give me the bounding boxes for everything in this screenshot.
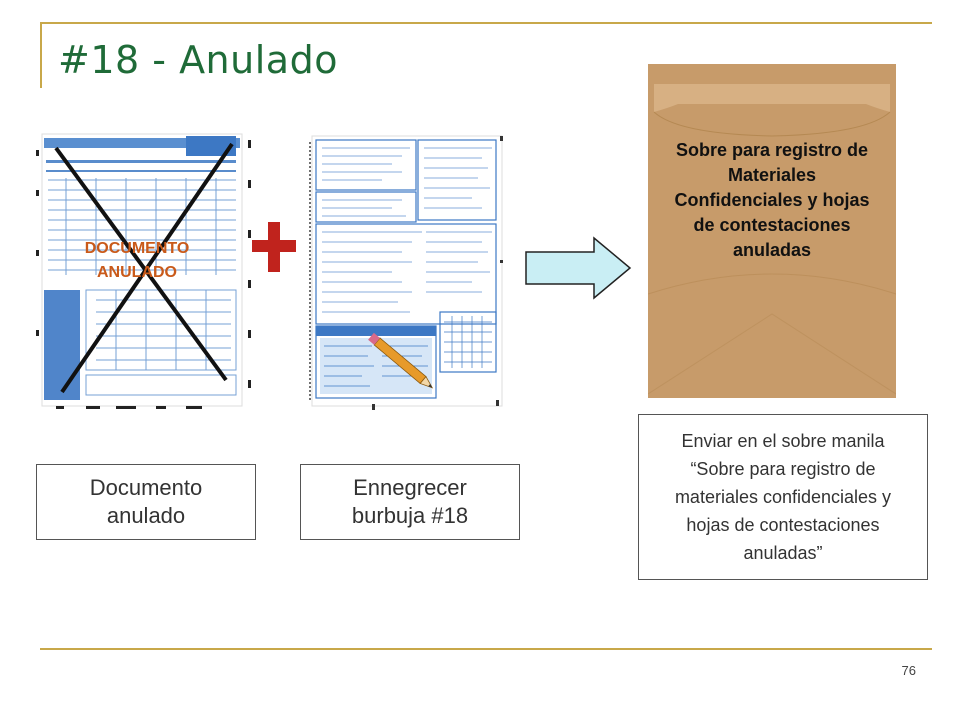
slide-number: 76	[901, 663, 916, 678]
envelope-line-1: Sobre para registro de	[675, 140, 869, 160]
envelope-line-2: Materiales	[727, 165, 817, 185]
stamp-line-2: ANULADO	[97, 264, 177, 281]
envelope-line-4: de contestaciones	[693, 215, 851, 235]
annulled-document-caption	[36, 464, 256, 540]
envelope-line-5: anuladas	[732, 240, 812, 260]
instruction-line-5: anuladas”	[743, 543, 823, 563]
instruction-line-2: “Sobre para registro de	[690, 459, 876, 479]
instruction-box	[638, 414, 928, 580]
annulled-document-label: Documento anulado	[89, 475, 203, 528]
envelope-label	[648, 138, 896, 263]
plus-icon	[250, 218, 298, 276]
title-accent-bar	[40, 22, 42, 88]
instruction-line-1: Enviar en el sobre manila	[681, 431, 885, 451]
top-rule	[40, 22, 932, 24]
instruction-line-3: materiales confidenciales y	[674, 487, 892, 507]
envelope-line-3: Confidenciales y hojas	[674, 190, 870, 210]
bubble-form-sheet	[302, 132, 516, 412]
instruction-line-4: hojas de contestaciones	[686, 515, 880, 535]
right-arrow-icon	[524, 236, 634, 300]
annulled-stamp	[52, 237, 222, 285]
stamp-line-1: DOCUMENTO	[84, 240, 190, 257]
blacken-bubble-label: Ennegrecer burbuja #18	[351, 475, 469, 528]
blacken-bubble-caption	[300, 464, 520, 540]
slide-title: #18 - Anulado	[58, 38, 338, 82]
bottom-rule	[40, 648, 932, 650]
